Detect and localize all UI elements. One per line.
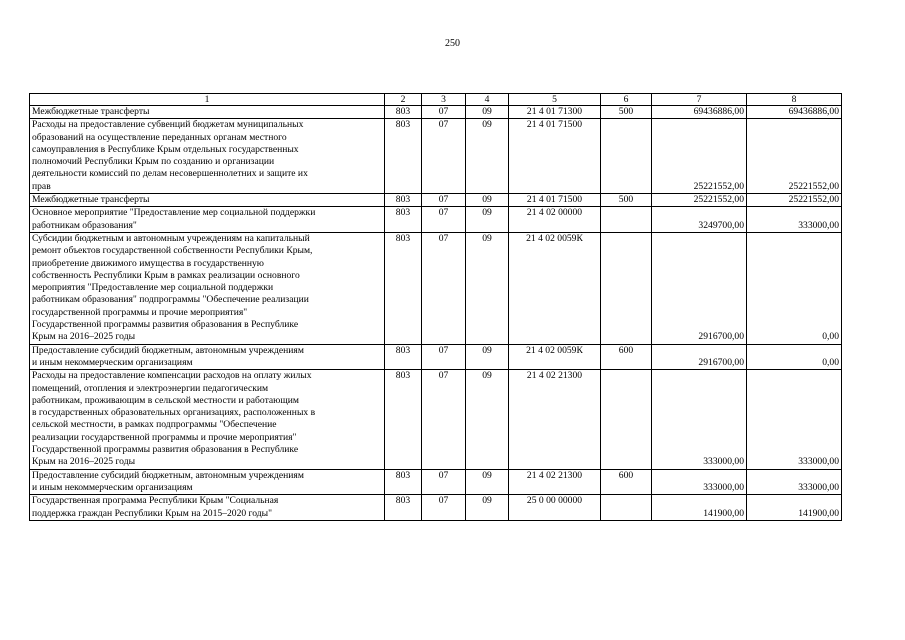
row-amount-2: 0,00 bbox=[747, 344, 842, 370]
row-section-code: 07 bbox=[422, 106, 466, 119]
row-amount-1: 2916700,00 bbox=[652, 232, 747, 344]
row-target-article: 21 4 02 0059К bbox=[509, 344, 601, 370]
row-subsection-code: 09 bbox=[466, 344, 509, 370]
row-name-cell: Основное мероприятие "Предоставление мер социальной поддержки работникам образования" bbox=[30, 207, 385, 233]
header-cell: 4 bbox=[466, 94, 509, 106]
table-row bbox=[30, 207, 842, 233]
row-name-cell: Межбюджетные трансферты bbox=[30, 106, 385, 119]
row-ministry-code: 803 bbox=[385, 194, 422, 207]
row-section-code: 07 bbox=[422, 119, 466, 194]
row-target-article: 21 4 01 71300 bbox=[509, 106, 601, 119]
row-amount-1: 333000,00 bbox=[652, 469, 747, 495]
row-name-cell: Предоставление субсидий бюджетным, автономным учреждениям и иным некоммерческим организациям bbox=[30, 344, 385, 370]
row-subsection-code: 09 bbox=[466, 106, 509, 119]
row-expense-type bbox=[601, 495, 652, 521]
row-ministry-code: 803 bbox=[385, 495, 422, 521]
row-target-article: 21 4 01 71500 bbox=[509, 194, 601, 207]
row-amount-2: 333000,00 bbox=[747, 207, 842, 233]
row-amount-2: 141900,00 bbox=[747, 495, 842, 521]
row-subsection-code: 09 bbox=[466, 370, 509, 469]
row-name-cell: Предоставление субсидий бюджетным, автономным учреждениям и иным некоммерческим организациям bbox=[30, 469, 385, 495]
row-name-cell: Субсидии бюджетным и автономным учреждениям на капитальный ремонт объектов государственной собственности Республики Крым, приобретение движимого имущества в государственную собственность Республики Крым в рамках реализации основного мероприятия "Предоставление мер социальной поддержки работникам образования" подпрограммы "Обеспечение реализации государственной программы и прочие мероприятия" Государственной программы развития образования в Республике Крым на 2016–2025 годы bbox=[30, 232, 385, 344]
row-expense-type: 600 bbox=[601, 469, 652, 495]
row-target-article: 21 4 02 21300 bbox=[509, 370, 601, 469]
row-expense-type: 500 bbox=[601, 106, 652, 119]
row-amount-1: 3249700,00 bbox=[652, 207, 747, 233]
row-section-code: 07 bbox=[422, 344, 466, 370]
row-amount-1: 2916700,00 bbox=[652, 344, 747, 370]
table-row bbox=[30, 119, 842, 194]
row-subsection-code: 09 bbox=[466, 119, 509, 194]
row-amount-2: 25221552,00 bbox=[747, 194, 842, 207]
header-cell: 7 bbox=[652, 94, 747, 106]
row-expense-type bbox=[601, 119, 652, 194]
row-name-cell: Межбюджетные трансферты bbox=[30, 194, 385, 207]
row-amount-2: 0,00 bbox=[747, 232, 842, 344]
row-expense-type bbox=[601, 370, 652, 469]
row-target-article: 25 0 00 00000 bbox=[509, 495, 601, 521]
header-cell: 2 bbox=[385, 94, 422, 106]
row-name-cell: Расходы на предоставление субвенций бюджетам муниципальных образований на осуществление переданных органам местного самоуправления в Республике Крым отдельных государственных полномочий Республики Крым по созданию и организации деятельности комиссий по делам несовершеннолетних и защите их прав bbox=[30, 119, 385, 194]
row-subsection-code: 09 bbox=[466, 495, 509, 521]
row-ministry-code: 803 bbox=[385, 344, 422, 370]
table-row bbox=[30, 370, 842, 469]
row-section-code: 07 bbox=[422, 194, 466, 207]
row-target-article: 21 4 01 71500 bbox=[509, 119, 601, 194]
table-row bbox=[30, 232, 842, 344]
row-ministry-code: 803 bbox=[385, 119, 422, 194]
row-section-code: 07 bbox=[422, 370, 466, 469]
row-amount-2: 333000,00 bbox=[747, 370, 842, 469]
row-subsection-code: 09 bbox=[466, 232, 509, 344]
header-cell: 1 bbox=[30, 94, 385, 106]
header-cell: 8 bbox=[747, 94, 842, 106]
row-ministry-code: 803 bbox=[385, 370, 422, 469]
row-amount-1: 25221552,00 bbox=[652, 194, 747, 207]
table-row bbox=[30, 194, 842, 207]
row-amount-2: 69436886,00 bbox=[747, 106, 842, 119]
row-expense-type bbox=[601, 232, 652, 344]
row-amount-1: 25221552,00 bbox=[652, 119, 747, 194]
table-row bbox=[30, 106, 842, 119]
row-section-code: 07 bbox=[422, 232, 466, 344]
row-amount-1: 333000,00 bbox=[652, 370, 747, 469]
row-ministry-code: 803 bbox=[385, 469, 422, 495]
header-cell: 3 bbox=[422, 94, 466, 106]
row-target-article: 21 4 02 21300 bbox=[509, 469, 601, 495]
budget-table bbox=[29, 93, 842, 521]
row-amount-1: 141900,00 bbox=[652, 495, 747, 521]
page-number: 250 bbox=[445, 38, 460, 49]
row-ministry-code: 803 bbox=[385, 207, 422, 233]
row-name-cell: Государственная программа Республики Крым "Социальная поддержка граждан Республики Крым на 2015–2020 годы" bbox=[30, 495, 385, 521]
header-cell: 6 bbox=[601, 94, 652, 106]
row-subsection-code: 09 bbox=[466, 469, 509, 495]
row-subsection-code: 09 bbox=[466, 194, 509, 207]
row-target-article: 21 4 02 0059К bbox=[509, 232, 601, 344]
row-section-code: 07 bbox=[422, 495, 466, 521]
row-amount-2: 333000,00 bbox=[747, 469, 842, 495]
header-cell: 5 bbox=[509, 94, 601, 106]
row-section-code: 07 bbox=[422, 207, 466, 233]
row-ministry-code: 803 bbox=[385, 106, 422, 119]
row-section-code: 07 bbox=[422, 469, 466, 495]
row-amount-1: 69436886,00 bbox=[652, 106, 747, 119]
table-row bbox=[30, 495, 842, 521]
row-expense-type bbox=[601, 207, 652, 233]
row-amount-2: 25221552,00 bbox=[747, 119, 842, 194]
table-row bbox=[30, 469, 842, 495]
row-subsection-code: 09 bbox=[466, 207, 509, 233]
row-expense-type: 500 bbox=[601, 194, 652, 207]
row-target-article: 21 4 02 00000 bbox=[509, 207, 601, 233]
row-name-cell: Расходы на предоставление компенсации расходов на оплату жилых помещений, отопления и электроэнергии педагогическим работникам, проживающим в сельской местности и работающим в государственных образовательных организациях, расположенных в сельской местности, в рамках подпрограммы "Обеспечение реализации государственной программы и прочие мероприятия" Государственной программы развития образования в Республике Крым на 2016–2025 годы bbox=[30, 370, 385, 469]
row-expense-type: 600 bbox=[601, 344, 652, 370]
table-row bbox=[30, 344, 842, 370]
row-ministry-code: 803 bbox=[385, 232, 422, 344]
table-header-row bbox=[30, 94, 842, 106]
